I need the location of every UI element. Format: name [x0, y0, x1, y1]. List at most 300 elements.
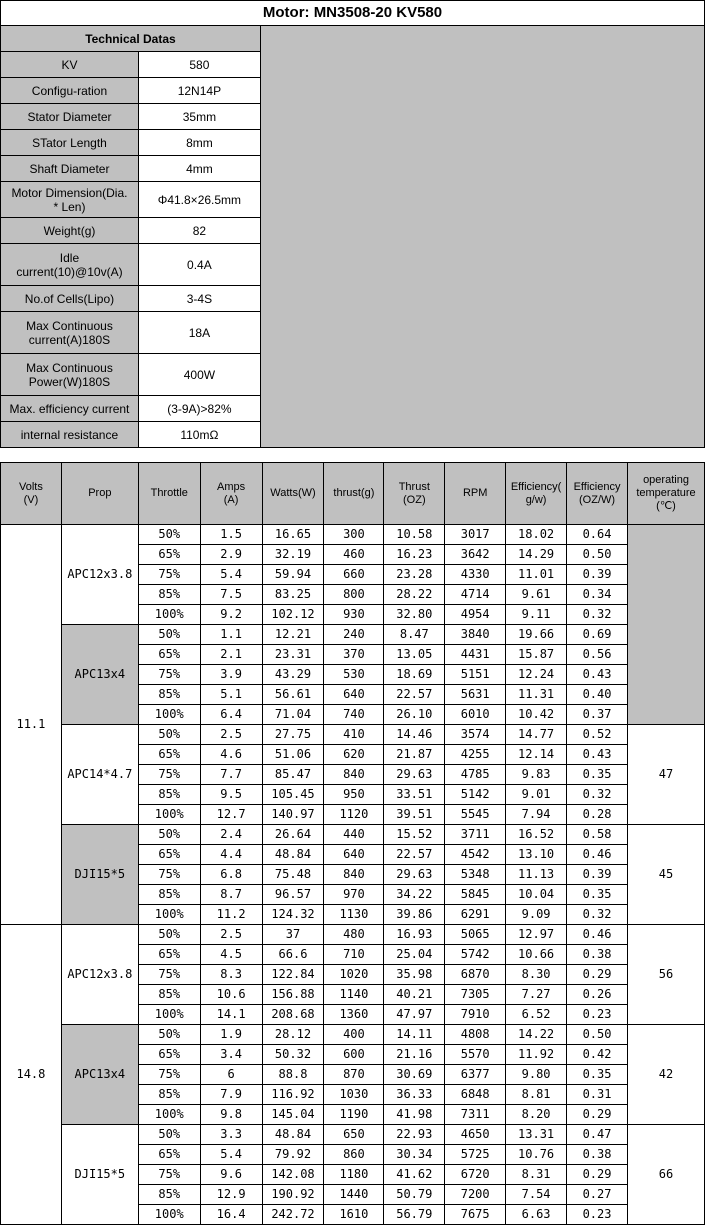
- data-cell: 30.34: [384, 1145, 445, 1165]
- data-cell: 16.65: [262, 525, 324, 545]
- table-row: [1, 725, 705, 745]
- data-cell: 85%: [138, 985, 200, 1005]
- data-cell: 7.5: [200, 585, 262, 605]
- data-cell: 242.72: [262, 1205, 324, 1225]
- data-cell: 41.98: [384, 1105, 445, 1125]
- data-cell: 3.4: [200, 1045, 262, 1065]
- data-cell: 1.1: [200, 625, 262, 645]
- temperature-cell: 47: [628, 725, 705, 825]
- data-cell: 75.48: [262, 865, 324, 885]
- data-cell: 870: [324, 1065, 384, 1085]
- data-cell: 0.40: [567, 685, 628, 705]
- data-cell: 6848: [445, 1085, 506, 1105]
- data-cell: 710: [324, 945, 384, 965]
- column-header: Throttle: [138, 463, 200, 525]
- data-cell: 30.69: [384, 1065, 445, 1085]
- data-cell: 13.31: [506, 1125, 567, 1145]
- data-cell: 0.31: [567, 1085, 628, 1105]
- data-cell: 4255: [445, 745, 506, 765]
- column-header: Amps (A): [200, 463, 262, 525]
- data-cell: 11.01: [506, 565, 567, 585]
- data-cell: 50%: [138, 725, 200, 745]
- data-cell: 75%: [138, 965, 200, 985]
- data-cell: 85%: [138, 585, 200, 605]
- data-cell: 1190: [324, 1105, 384, 1125]
- data-cell: 14.1: [200, 1005, 262, 1025]
- data-cell: 18.69: [384, 665, 445, 685]
- data-cell: 85%: [138, 685, 200, 705]
- data-cell: 65%: [138, 545, 200, 565]
- data-cell: 33.51: [384, 785, 445, 805]
- data-cell: 66.6: [262, 945, 324, 965]
- data-cell: 15.52: [384, 825, 445, 845]
- data-cell: 37: [262, 925, 324, 945]
- data-cell: 7.54: [506, 1185, 567, 1205]
- prop-cell: APC12x3.8: [61, 525, 138, 625]
- data-cell: 85.47: [262, 765, 324, 785]
- data-cell: 100%: [138, 805, 200, 825]
- prop-cell: APC14*4.7: [61, 725, 138, 825]
- data-cell: 10.58: [384, 525, 445, 545]
- data-cell: 50%: [138, 925, 200, 945]
- data-cell: 23.28: [384, 565, 445, 585]
- data-cell: 11.31: [506, 685, 567, 705]
- data-cell: 83.25: [262, 585, 324, 605]
- data-cell: 23.31: [262, 645, 324, 665]
- column-header: Watts(W): [262, 463, 324, 525]
- data-cell: 0.35: [567, 765, 628, 785]
- data-cell: 4.5: [200, 945, 262, 965]
- data-cell: 12.97: [506, 925, 567, 945]
- column-header: thrust(g): [324, 463, 384, 525]
- data-cell: 740: [324, 705, 384, 725]
- data-cell: 1140: [324, 985, 384, 1005]
- data-cell: 11.92: [506, 1045, 567, 1065]
- data-cell: 5151: [445, 665, 506, 685]
- data-cell: 8.3: [200, 965, 262, 985]
- table-row: [1, 525, 705, 545]
- data-cell: 970: [324, 885, 384, 905]
- tech-value: Φ41.8×26.5mm: [138, 182, 260, 218]
- data-cell: 4714: [445, 585, 506, 605]
- data-cell: 0.29: [567, 1105, 628, 1125]
- data-cell: 0.37: [567, 705, 628, 725]
- data-cell: 4954: [445, 605, 506, 625]
- data-cell: 9.6: [200, 1165, 262, 1185]
- data-cell: 10.04: [506, 885, 567, 905]
- data-cell: 102.12: [262, 605, 324, 625]
- data-cell: 0.29: [567, 1165, 628, 1185]
- data-cell: 47.97: [384, 1005, 445, 1025]
- data-cell: 5742: [445, 945, 506, 965]
- data-cell: 4.6: [200, 745, 262, 765]
- data-cell: 9.11: [506, 605, 567, 625]
- data-cell: 0.64: [567, 525, 628, 545]
- table-row: [1, 825, 705, 845]
- data-cell: 28.22: [384, 585, 445, 605]
- data-cell: 6.52: [506, 1005, 567, 1025]
- data-cell: 0.32: [567, 785, 628, 805]
- data-cell: 0.23: [567, 1005, 628, 1025]
- data-cell: 15.87: [506, 645, 567, 665]
- data-cell: 140.97: [262, 805, 324, 825]
- tech-value: 580: [138, 52, 260, 78]
- data-cell: 50%: [138, 525, 200, 545]
- data-cell: 640: [324, 845, 384, 865]
- data-cell: 6010: [445, 705, 506, 725]
- data-cell: 25.04: [384, 945, 445, 965]
- data-cell: 29.63: [384, 765, 445, 785]
- data-cell: 56.61: [262, 685, 324, 705]
- data-cell: 7.94: [506, 805, 567, 825]
- data-cell: 480: [324, 925, 384, 945]
- data-cell: 145.04: [262, 1105, 324, 1125]
- data-cell: 8.47: [384, 625, 445, 645]
- tech-label: Motor Dimension(Dia. * Len): [1, 182, 139, 218]
- data-cell: 9.2: [200, 605, 262, 625]
- data-cell: 3642: [445, 545, 506, 565]
- data-cell: 50.32: [262, 1045, 324, 1065]
- tech-value: 3-4S: [138, 286, 260, 312]
- data-cell: 85%: [138, 785, 200, 805]
- data-cell: 208.68: [262, 1005, 324, 1025]
- data-cell: 600: [324, 1045, 384, 1065]
- data-cell: 660: [324, 565, 384, 585]
- data-cell: 85%: [138, 885, 200, 905]
- data-cell: 122.84: [262, 965, 324, 985]
- data-cell: 9.01: [506, 785, 567, 805]
- data-cell: 0.34: [567, 585, 628, 605]
- prop-cell: DJI15*5: [61, 1125, 138, 1225]
- data-cell: 5631: [445, 685, 506, 705]
- data-cell: 10.6: [200, 985, 262, 1005]
- tech-value: (3-9A)>82%: [138, 396, 260, 422]
- prop-cell: APC13x4: [61, 1025, 138, 1125]
- data-cell: 29.63: [384, 865, 445, 885]
- data-cell: 10.76: [506, 1145, 567, 1165]
- data-cell: 6720: [445, 1165, 506, 1185]
- data-cell: 12.14: [506, 745, 567, 765]
- data-cell: 142.08: [262, 1165, 324, 1185]
- data-cell: 2.1: [200, 645, 262, 665]
- data-cell: 32.80: [384, 605, 445, 625]
- temperature-cell: [628, 525, 705, 725]
- data-cell: 1020: [324, 965, 384, 985]
- data-cell: 65%: [138, 1045, 200, 1065]
- data-cell: 5348: [445, 865, 506, 885]
- data-cell: 1130: [324, 905, 384, 925]
- data-cell: 8.30: [506, 965, 567, 985]
- data-cell: 4.4: [200, 845, 262, 865]
- data-cell: 14.22: [506, 1025, 567, 1045]
- data-cell: 0.43: [567, 745, 628, 765]
- data-cell: 34.22: [384, 885, 445, 905]
- data-cell: 8.81: [506, 1085, 567, 1105]
- data-cell: 22.57: [384, 845, 445, 865]
- data-cell: 7.9: [200, 1085, 262, 1105]
- data-cell: 32.19: [262, 545, 324, 565]
- data-cell: 460: [324, 545, 384, 565]
- data-cell: 7200: [445, 1185, 506, 1205]
- data-cell: 1610: [324, 1205, 384, 1225]
- column-header: Prop: [61, 463, 138, 525]
- data-cell: 8.7: [200, 885, 262, 905]
- data-cell: 440: [324, 825, 384, 845]
- data-cell: 75%: [138, 765, 200, 785]
- data-cell: 0.50: [567, 545, 628, 565]
- data-cell: 50%: [138, 825, 200, 845]
- data-cell: 5.4: [200, 1145, 262, 1165]
- data-cell: 6377: [445, 1065, 506, 1085]
- data-cell: 12.24: [506, 665, 567, 685]
- column-header: Thrust (OZ): [384, 463, 445, 525]
- tech-label: Stator Diameter: [1, 104, 139, 130]
- prop-cell: APC13x4: [61, 625, 138, 725]
- data-cell: 0.32: [567, 605, 628, 625]
- data-cell: 21.16: [384, 1045, 445, 1065]
- data-cell: 75%: [138, 565, 200, 585]
- data-cell: 0.39: [567, 865, 628, 885]
- data-cell: 4785: [445, 765, 506, 785]
- data-cell: 14.77: [506, 725, 567, 745]
- data-cell: 9.83: [506, 765, 567, 785]
- data-cell: 2.5: [200, 725, 262, 745]
- data-cell: 4650: [445, 1125, 506, 1145]
- column-header: RPM: [445, 463, 506, 525]
- data-cell: 0.46: [567, 925, 628, 945]
- data-cell: 116.92: [262, 1085, 324, 1105]
- data-cell: 48.84: [262, 1125, 324, 1145]
- data-cell: 13.05: [384, 645, 445, 665]
- data-cell: 65%: [138, 845, 200, 865]
- data-cell: 5845: [445, 885, 506, 905]
- data-cell: 22.57: [384, 685, 445, 705]
- table-row: [1, 625, 705, 645]
- data-cell: 75%: [138, 865, 200, 885]
- data-cell: 100%: [138, 705, 200, 725]
- data-cell: 14.29: [506, 545, 567, 565]
- tech-header-row: [1, 26, 705, 52]
- data-cell: 19.66: [506, 625, 567, 645]
- data-cell: 930: [324, 605, 384, 625]
- tech-value: 8mm: [138, 130, 260, 156]
- data-cell: 40.21: [384, 985, 445, 1005]
- data-cell: 1440: [324, 1185, 384, 1205]
- tech-label: Idle current(10)@10v(A): [1, 244, 139, 286]
- tech-label: Max Continuous Power(W)180S: [1, 354, 139, 396]
- data-cell: 26.64: [262, 825, 324, 845]
- data-cell: 400: [324, 1025, 384, 1045]
- data-cell: 5065: [445, 925, 506, 945]
- temperature-cell: 45: [628, 825, 705, 925]
- data-cell: 650: [324, 1125, 384, 1145]
- data-cell: 530: [324, 665, 384, 685]
- tech-label: No.of Cells(Lipo): [1, 286, 139, 312]
- data-cell: 26.10: [384, 705, 445, 725]
- data-cell: 16.52: [506, 825, 567, 845]
- data-cell: 65%: [138, 1145, 200, 1165]
- column-header: Efficiency( g/w): [506, 463, 567, 525]
- tech-value: 110mΩ: [138, 422, 260, 448]
- prop-cell: DJI15*5: [61, 825, 138, 925]
- tech-value: 35mm: [138, 104, 260, 130]
- data-cell: 620: [324, 745, 384, 765]
- data-cell: 7.27: [506, 985, 567, 1005]
- tech-label: STator Length: [1, 130, 139, 156]
- data-cell: 50%: [138, 1125, 200, 1145]
- tech-label: Max. efficiency current: [1, 396, 139, 422]
- data-cell: 410: [324, 725, 384, 745]
- data-cell: 2.9: [200, 545, 262, 565]
- data-cell: 124.32: [262, 905, 324, 925]
- data-cell: 9.8: [200, 1105, 262, 1125]
- data-cell: 860: [324, 1145, 384, 1165]
- data-cell: 5.4: [200, 565, 262, 585]
- data-cell: 3.9: [200, 665, 262, 685]
- data-cell: 0.56: [567, 645, 628, 665]
- data-cell: 12.21: [262, 625, 324, 645]
- data-cell: 100%: [138, 1105, 200, 1125]
- data-cell: 48.84: [262, 845, 324, 865]
- temperature-cell: 42: [628, 1025, 705, 1125]
- page-title: Motor: MN3508-20 KV580: [0, 0, 705, 26]
- data-cell: 7305: [445, 985, 506, 1005]
- data-cell: 41.62: [384, 1165, 445, 1185]
- data-cell: 5570: [445, 1045, 506, 1065]
- volts-cell: 11.1: [1, 525, 62, 925]
- data-cell: 65%: [138, 645, 200, 665]
- data-cell: 370: [324, 645, 384, 665]
- tech-value: 400W: [138, 354, 260, 396]
- technical-data-table: [0, 25, 705, 448]
- data-cell: 0.35: [567, 885, 628, 905]
- data-cell: 5.1: [200, 685, 262, 705]
- data-cell: 85%: [138, 1085, 200, 1105]
- tech-value: 12N14P: [138, 78, 260, 104]
- data-cell: 0.52: [567, 725, 628, 745]
- volts-cell: 14.8: [1, 925, 62, 1225]
- tech-value: 0.4A: [138, 244, 260, 286]
- data-cell: 0.42: [567, 1045, 628, 1065]
- data-cell: 0.29: [567, 965, 628, 985]
- data-cell: 43.29: [262, 665, 324, 685]
- data-cell: 0.69: [567, 625, 628, 645]
- data-cell: 7311: [445, 1105, 506, 1125]
- data-cell: 0.27: [567, 1185, 628, 1205]
- tech-label: KV: [1, 52, 139, 78]
- data-cell: 6: [200, 1065, 262, 1085]
- data-cell: 100%: [138, 605, 200, 625]
- data-cell: 0.43: [567, 665, 628, 685]
- data-cell: 5545: [445, 805, 506, 825]
- data-cell: 0.26: [567, 985, 628, 1005]
- data-cell: 5725: [445, 1145, 506, 1165]
- data-cell: 7675: [445, 1205, 506, 1225]
- data-cell: 950: [324, 785, 384, 805]
- data-cell: 800: [324, 585, 384, 605]
- data-cell: 0.50: [567, 1025, 628, 1045]
- data-cell: 1360: [324, 1005, 384, 1025]
- data-cell: 65%: [138, 745, 200, 765]
- data-cell: 22.93: [384, 1125, 445, 1145]
- data-cell: 4431: [445, 645, 506, 665]
- data-cell: 0.39: [567, 565, 628, 585]
- tech-value: 18A: [138, 312, 260, 354]
- data-cell: 3017: [445, 525, 506, 545]
- data-cell: 9.80: [506, 1065, 567, 1085]
- data-cell: 13.10: [506, 845, 567, 865]
- tech-label: Configu-ration: [1, 78, 139, 104]
- temperature-cell: 66: [628, 1125, 705, 1225]
- data-cell: 14.46: [384, 725, 445, 745]
- tech-label: Shaft Diameter: [1, 156, 139, 182]
- data-cell: 2.4: [200, 825, 262, 845]
- tech-label: Max Continuous current(A)180S: [1, 312, 139, 354]
- data-cell: 1120: [324, 805, 384, 825]
- data-cell: 85%: [138, 1185, 200, 1205]
- data-cell: 50.79: [384, 1185, 445, 1205]
- data-cell: 1.9: [200, 1025, 262, 1045]
- data-cell: 50%: [138, 625, 200, 645]
- data-cell: 4808: [445, 1025, 506, 1045]
- prop-cell: APC12x3.8: [61, 925, 138, 1025]
- data-cell: 156.88: [262, 985, 324, 1005]
- data-cell: 100%: [138, 1005, 200, 1025]
- data-cell: 75%: [138, 1065, 200, 1085]
- data-cell: 6.63: [506, 1205, 567, 1225]
- data-cell: 0.28: [567, 805, 628, 825]
- data-cell: 105.45: [262, 785, 324, 805]
- data-cell: 0.23: [567, 1205, 628, 1225]
- data-cell: 8.31: [506, 1165, 567, 1185]
- data-cell: 3711: [445, 825, 506, 845]
- data-cell: 51.06: [262, 745, 324, 765]
- data-cell: 5142: [445, 785, 506, 805]
- data-cell: 11.2: [200, 905, 262, 925]
- data-cell: 16.4: [200, 1205, 262, 1225]
- data-cell: 9.5: [200, 785, 262, 805]
- data-cell: 16.23: [384, 545, 445, 565]
- gray-panel: [260, 26, 704, 448]
- column-header: Volts (V): [1, 463, 62, 525]
- data-cell: 28.12: [262, 1025, 324, 1045]
- table-row: [1, 1125, 705, 1145]
- tech-header: Technical Datas: [1, 26, 261, 52]
- column-header: operating temperature (℃): [628, 463, 705, 525]
- data-cell: 16.93: [384, 925, 445, 945]
- data-cell: 100%: [138, 1205, 200, 1225]
- data-cell: 88.8: [262, 1065, 324, 1085]
- data-cell: 50%: [138, 1025, 200, 1045]
- data-cell: 18.02: [506, 525, 567, 545]
- data-cell: 7.7: [200, 765, 262, 785]
- data-cell: 3.3: [200, 1125, 262, 1145]
- data-cell: 39.51: [384, 805, 445, 825]
- data-cell: 6291: [445, 905, 506, 925]
- data-cell: 79.92: [262, 1145, 324, 1165]
- data-cell: 6870: [445, 965, 506, 985]
- data-cell: 8.20: [506, 1105, 567, 1125]
- data-cell: 0.35: [567, 1065, 628, 1085]
- data-cell: 300: [324, 525, 384, 545]
- data-cell: 21.87: [384, 745, 445, 765]
- data-cell: 75%: [138, 665, 200, 685]
- data-cell: 1180: [324, 1165, 384, 1185]
- data-cell: 0.38: [567, 1145, 628, 1165]
- data-cell: 0.58: [567, 825, 628, 845]
- tech-value: 82: [138, 218, 260, 244]
- data-cell: 11.13: [506, 865, 567, 885]
